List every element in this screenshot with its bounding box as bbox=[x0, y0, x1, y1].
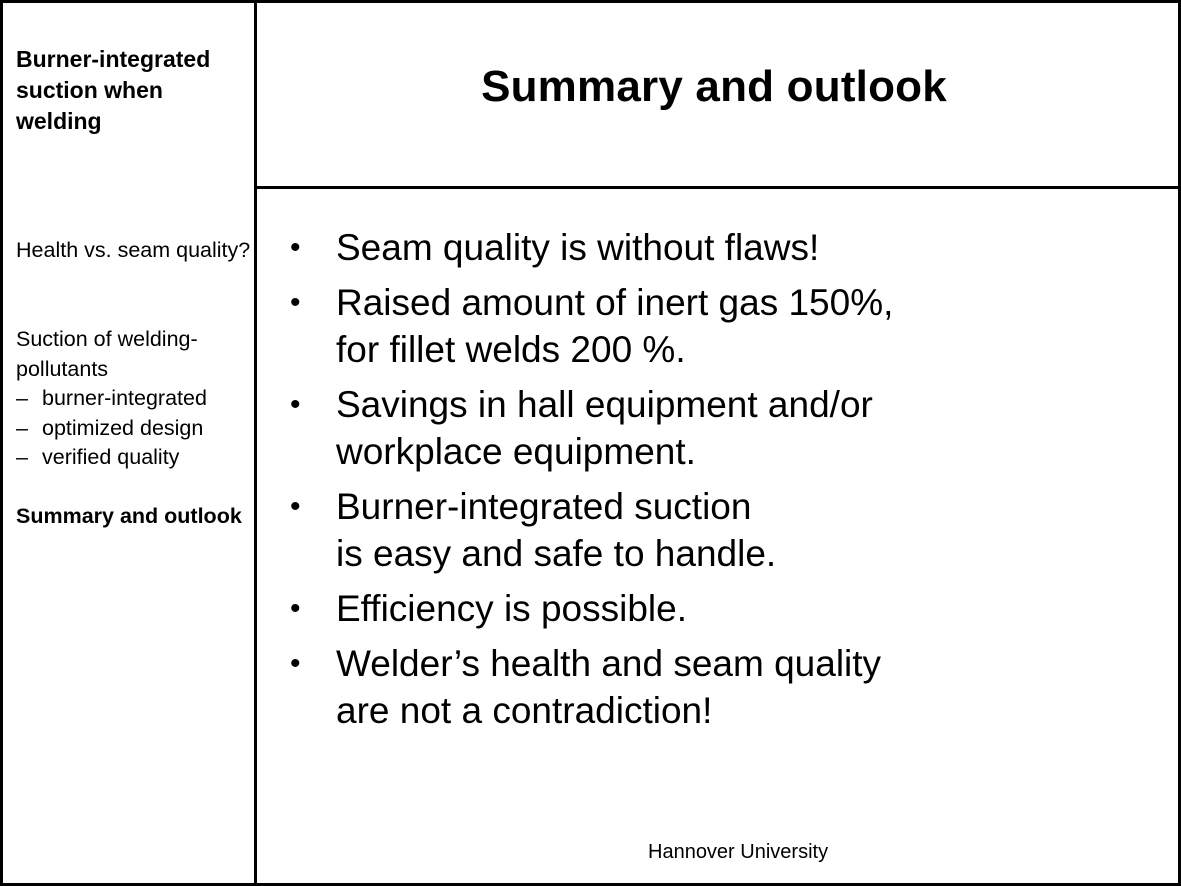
bullet-item bbox=[288, 585, 1148, 632]
sidebar bbox=[0, 0, 257, 886]
dash-marker: – bbox=[16, 445, 28, 469]
title-box bbox=[257, 0, 1181, 189]
bullet-item bbox=[288, 224, 1148, 271]
bullet-item bbox=[288, 381, 1148, 475]
nav-subitem-label: optimized design bbox=[42, 415, 204, 440]
nav-subitem-verified-quality bbox=[16, 443, 179, 473]
bullet-text: workplace equipment. bbox=[336, 431, 696, 472]
page-title: Summary and outlook bbox=[481, 62, 947, 111]
bullet-dot: • bbox=[290, 490, 301, 523]
bullet-text: Raised amount of inert gas 150%, bbox=[336, 282, 894, 323]
bullet-dot: • bbox=[290, 231, 301, 264]
nav-subitem-label: verified quality bbox=[42, 445, 180, 469]
bullet-dot: • bbox=[290, 647, 301, 680]
dash-marker: – bbox=[16, 415, 28, 440]
nav-item-health-vs-seam-quality: Health vs. seam quality? bbox=[16, 238, 251, 262]
dash-marker: – bbox=[16, 386, 28, 410]
sidebar-title: Burner-integrated suction when welding bbox=[16, 46, 211, 134]
nav-item-summary-and-outlook: Summary and outlook bbox=[16, 504, 242, 528]
nav-item-suction-of-welding-pollutants: Suction of welding-pollutants bbox=[16, 327, 198, 381]
bullet-list bbox=[288, 224, 1148, 742]
bullet-text: Savings in hall equipment and/or bbox=[336, 384, 873, 425]
bullet-text: Seam quality is without flaws! bbox=[336, 227, 820, 268]
bullet-text: Burner-integrated suction bbox=[336, 486, 752, 527]
footer-institution: Hannover University bbox=[648, 841, 829, 863]
bullet-text: Welder’s health and seam quality bbox=[336, 643, 882, 684]
bullet-item bbox=[288, 483, 1148, 577]
bullet-item bbox=[288, 640, 1148, 734]
bullet-text: Efficiency is possible. bbox=[336, 588, 687, 629]
bullet-dot: • bbox=[290, 286, 301, 319]
bullet-text: are not a contradiction! bbox=[336, 690, 713, 731]
bullet-dot: • bbox=[290, 388, 301, 421]
nav-subitem-burner-integrated bbox=[16, 384, 207, 414]
bullet-item bbox=[288, 279, 1148, 373]
nav-subitem-label: burner-integrated bbox=[42, 386, 207, 410]
nav-subitem-optimized-design bbox=[16, 414, 203, 444]
bullet-text: for fillet welds 200 %. bbox=[336, 329, 686, 370]
bullet-text: is easy and safe to handle. bbox=[336, 533, 777, 574]
bullet-dot: • bbox=[290, 592, 301, 625]
